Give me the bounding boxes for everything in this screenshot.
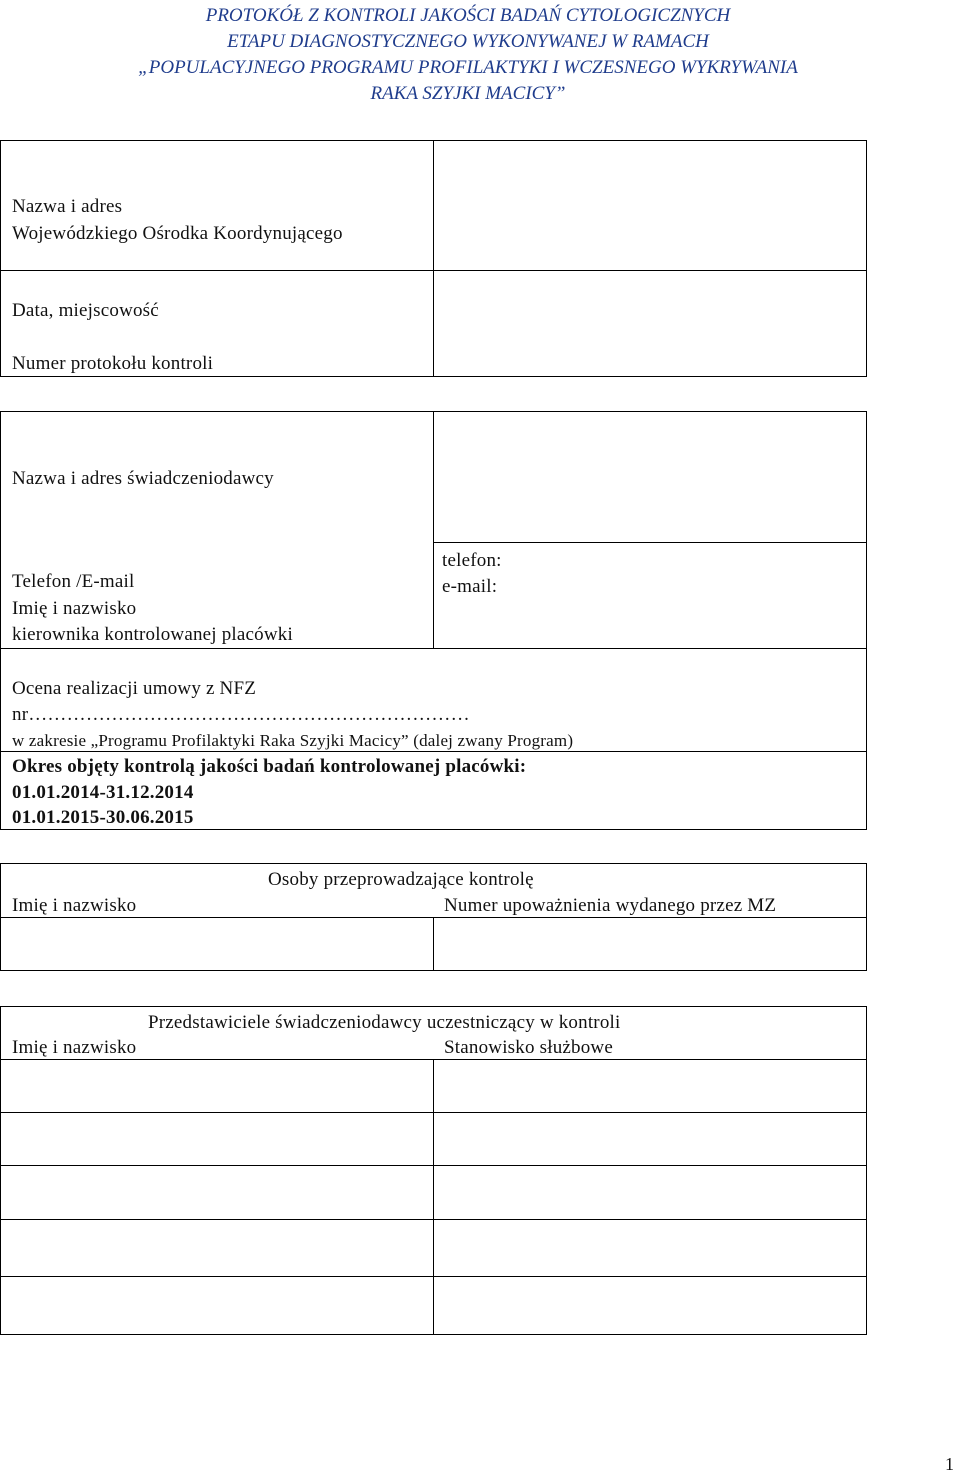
date-place-label: Data, miejscowość [12,300,159,321]
representatives-col-position: Stanowisko służbowe [444,1037,613,1058]
inspector-authorization-cell[interactable] [436,920,864,968]
date-protocol-value[interactable] [436,273,864,374]
title-line-3: „POPULACYJNEGO PROGRAMU PROFILAKTYKI I WCZESNEGO WYKRYWANIA [138,57,798,78]
manager-label-1: Imię i nazwisko [12,598,137,619]
email-value-label: e-mail: [442,576,498,597]
inspectors-col-authorization: Numer upoważnienia wydanego przez MZ [444,895,777,916]
representative-name-cell[interactable] [3,1279,431,1333]
representative-name-cell[interactable] [3,1168,431,1217]
representative-name-cell[interactable] [3,1062,431,1110]
contract-number-line[interactable]: nr…………………………………………………………… [12,704,470,725]
contract-assessment-label: Ocena realizacji umowy z NFZ [12,678,257,699]
representatives-header: Przedstawiciele świadczeniodawcy uczestniczący w kontroli [148,1012,621,1033]
representatives-column-divider [433,1059,434,1335]
control-period-label: Okres objęty kontrolą jakości badań kontrolowanej placówki: [12,756,527,777]
title-line-4: RAKA SZYJKI MACICY” [370,83,566,104]
representative-name-cell[interactable] [3,1222,431,1274]
control-period-1: 01.01.2014-31.12.2014 [12,782,194,803]
protocol-number-label: Numer protokołu kontroli [12,353,214,374]
inspectors-col-name: Imię i nazwisko [12,895,137,916]
representative-position-cell[interactable] [436,1062,864,1110]
document-title [108,3,828,107]
representative-name-cell[interactable] [3,1115,431,1163]
representatives-col-name: Imię i nazwisko [12,1037,137,1058]
phone-email-label: Telefon /E-mail [12,571,135,592]
representative-position-cell[interactable] [436,1279,864,1333]
provider-row-divider-1 [433,542,867,543]
page-number: 1 [945,1454,954,1474]
manager-label-2: kierownika kontrolowanej placówki [12,624,293,645]
program-scope-text: w zakresie „Programu Profilaktyki Raka Szyjki Macicy” (dalej zwany Program) [12,731,574,750]
coordinating-centre-label: Nazwa i adres [12,196,123,217]
coordinating-table-row-divider [0,270,867,271]
inspectors-column-divider [433,917,434,971]
representative-position-cell[interactable] [436,1168,864,1217]
title-line-1: PROTOKÓŁ Z KONTROLI JAKOŚCI BADAŃ CYTOLOGICZNYCH [205,5,731,26]
representative-position-cell[interactable] [436,1222,864,1274]
phone-value-label: telefon: [442,550,502,571]
inspector-name-cell[interactable] [3,920,431,968]
title-line-2: ETAPU DIAGNOSTYCZNEGO WYKONYWANEJ W RAMACH [227,31,709,52]
provider-table-divider [433,411,434,649]
inspectors-header: Osoby przeprowadzające kontrolę [268,869,534,890]
representative-position-cell[interactable] [436,1115,864,1163]
provider-name-value[interactable] [436,414,864,540]
coordinating-centre-label-2: Wojewódzkiego Ośrodka Koordynującego [12,223,343,244]
coordinating-table-divider [433,140,434,377]
control-period-2: 01.01.2015-30.06.2015 [12,807,194,828]
provider-name-label: Nazwa i adres świadczeniodawcy [12,468,274,489]
provider-row-divider-2 [0,648,867,649]
coordinating-centre-value[interactable] [436,143,864,268]
